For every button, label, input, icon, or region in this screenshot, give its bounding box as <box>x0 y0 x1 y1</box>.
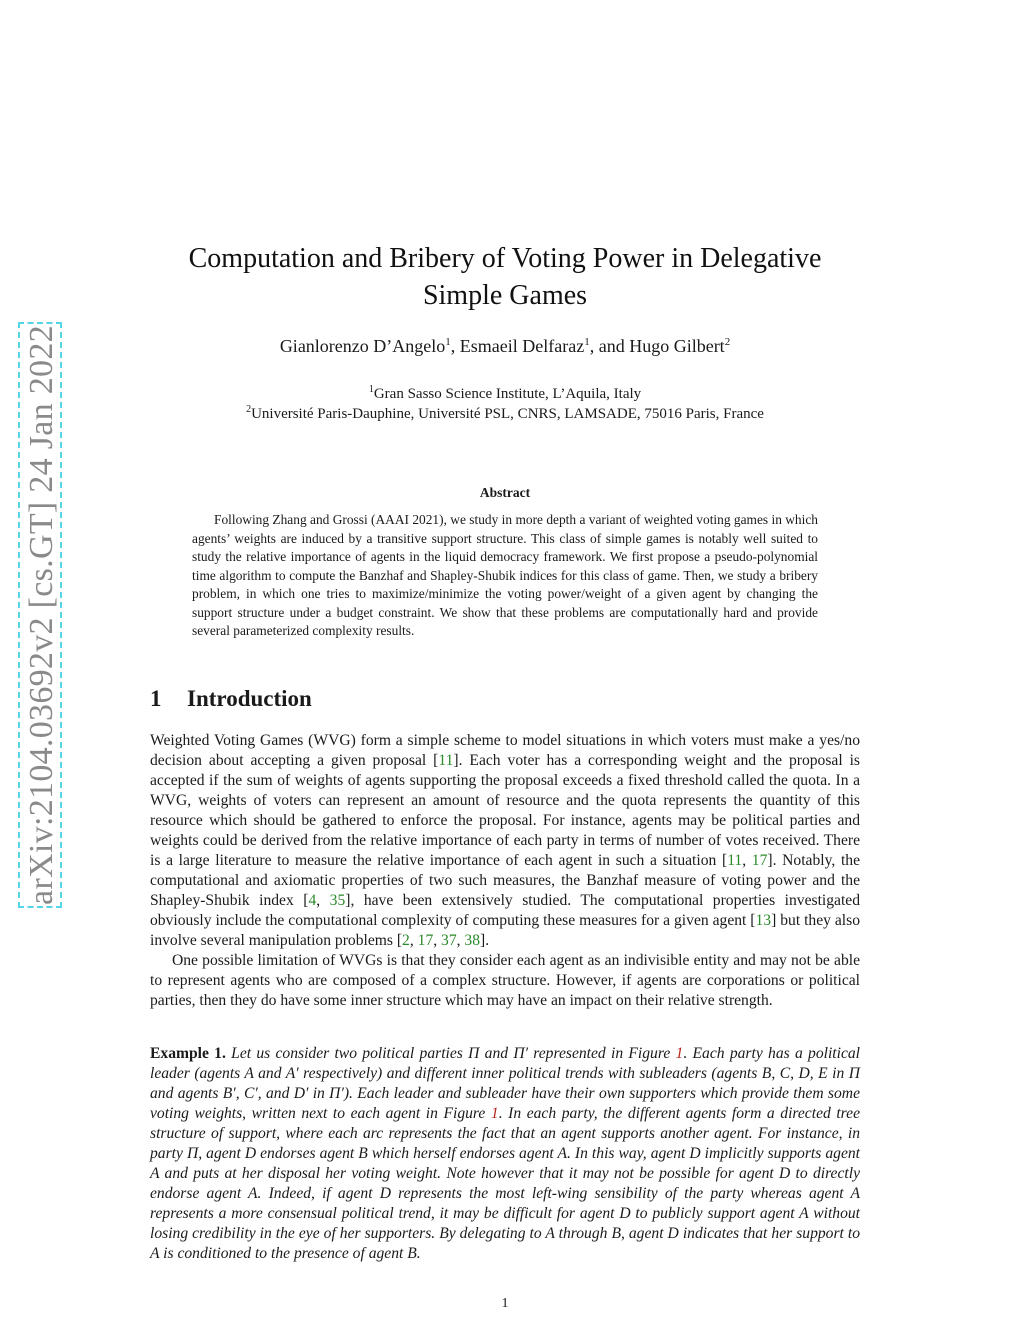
title-line-2: Simple Games <box>422 280 588 311</box>
text-run: , <box>742 852 752 869</box>
author-3: Hugo Gilbert <box>629 336 725 356</box>
citation-link[interactable]: 11 <box>438 752 454 769</box>
affiliations <box>150 384 860 424</box>
affiliation-marker: 1 <box>368 384 374 395</box>
text-run: . In each party, the different agents form a directed tree structure of support, where each arc represents the fact that an agent supports another agent. For instance, in party Π, agent D endorses agent B which herself endorses agent A. In this way, agent D implicitly supports agent A and puts at her disposal her voting weight. Note however that it may not be possible for agent D to directly endorse agent A. Indeed, if agent D represents the most left-wing sensibility of the party whereas agent A represents a more consensual political trend, it may be difficult for agent D to publicly support agent A without losing credibility in the eye of her supporters. By delegating to A through B, agent D indicates that her support to A is conditioned to the presence of agent B. <box>150 1105 861 1262</box>
citation-link[interactable]: 35 <box>329 892 346 909</box>
paper-title <box>150 240 860 314</box>
example-1 <box>150 1044 860 1264</box>
text-run: , <box>433 932 442 949</box>
citation-link[interactable]: 4 <box>308 892 317 909</box>
text-run: . Each party has a political leader (agents A and A′ respectively) and different inner political trends with subleaders (agents B, C, D, E in Π and agents B′, C′, and D′ in Π′). Each leader and subleader have their own supporters which provide them some voting weights, written next to each agent in Figure <box>150 1045 860 1122</box>
citation-link[interactable]: 17 <box>751 852 768 869</box>
intro-paragraph-2: One possible limitation of WVGs is that they consider each agent as an indivisible entity and may not be able to represent agents who are composed of a complex structure. However, if agents are corporations or political parties, then they do have some inner structure which may have an impact on their relative strength. <box>150 952 860 1009</box>
author-separator: , and <box>589 336 630 356</box>
section-title: Introduction <box>187 686 312 711</box>
citation-link[interactable]: 37 <box>441 932 457 949</box>
text-run: , <box>316 892 330 909</box>
text-run: ]. Each voter has a corresponding weight and the proposal is accepted if the sum of weights of agents supporting the proposal exceeds a fixed threshold called the quota. In a WVG, weights of voters can represent an amount of resource and the quota represents the quantity of this resource which should be gathered to enforce the proposal. For instance, agents may be political parties and weights could be derived from the relative importance of each party in terms of number of votes received. There is a large literature to measure the relative importance of each agent in such a situation [ <box>150 752 861 869</box>
text-run: , <box>456 932 465 949</box>
abstract-text: Following Zhang and Grossi (AAAI 2021), we study in more depth a variant of weighted voting games in which agents’ weights are induced by a transitive support structure. This class of simple games is notably well suited to study the relative importance of agents in the liquid democracy framework. We first propose a pseudo-polynomial time algorithm to compute the Banzhaf and Shapley-Shubik indices for this class of game. Then, we study a bribery problem, in which one tries to maximize/minimize the voting power/weight of a given agent by changing the support structure under a budget constraint. We show that these problems are computationally hard and provide several parameterized complexity results. <box>192 512 818 638</box>
citation-link[interactable]: 17 <box>417 932 434 949</box>
section-number: 1 <box>150 686 162 711</box>
author-2: Esmaeil Delfaraz <box>459 336 585 356</box>
figure-ref-link[interactable]: 1 <box>675 1045 684 1062</box>
author-1-affil: 1 <box>445 336 451 348</box>
affiliation-1 <box>150 384 860 404</box>
text-run: Let us consider two political parties Π and Π′ represented in Figure <box>225 1045 676 1062</box>
affiliation-text: Université Paris-Dauphine, Université PSL, CNRS, LAMSADE, 75016 Paris, France <box>251 406 764 422</box>
example-label: Example 1. <box>150 1045 226 1062</box>
abstract-heading: Abstract <box>479 485 531 500</box>
text-run: ]. Notably, the computational and axiomatic properties of two such measures, the Banzhaf measure of voting power and the Shapley-Shubik index [ <box>150 852 860 909</box>
text-run: , <box>409 932 418 949</box>
page-number: 1 <box>501 1296 509 1311</box>
title-line-1: Computation and Bribery of Voting Power in Delegative <box>188 243 822 274</box>
section-heading <box>150 686 312 712</box>
citation-link[interactable]: 2 <box>402 932 410 949</box>
citation-link[interactable]: 38 <box>464 932 481 949</box>
text-run: ], have been extensively studied. The computational properties investigated obviously include the computational complexity of computing these measures for a given agent [ <box>150 892 861 929</box>
text-run: ] but they also involve several manipulation problems [ <box>150 912 860 949</box>
citation-link[interactable]: 13 <box>755 912 772 929</box>
author-1: Gianlorenzo D’Angelo <box>279 336 446 356</box>
figure-ref-link[interactable]: 1 <box>490 1105 499 1122</box>
arxiv-stamp[interactable]: arXiv:2104.03692v2 [cs.GT] 24 Jan 2022 <box>23 325 60 905</box>
text-run: ]. <box>480 932 490 949</box>
author-separator: , <box>450 336 460 356</box>
affiliation-marker: 2 <box>246 404 252 415</box>
author-3-affil: 2 <box>724 336 731 348</box>
affiliation-2 <box>150 404 860 424</box>
text-run: Weighted Voting Games (WVG) form a simple scheme to model situations in which voters must make a yes/no decision about accepting a given proposal [ <box>150 732 860 769</box>
author-list <box>150 336 860 357</box>
intro-paragraph-1 <box>150 731 860 951</box>
citation-link[interactable]: 11 <box>727 852 743 869</box>
author-2-affil: 1 <box>584 336 590 348</box>
affiliation-text: Gran Sasso Science Institute, L’Aquila, Italy <box>373 386 642 402</box>
